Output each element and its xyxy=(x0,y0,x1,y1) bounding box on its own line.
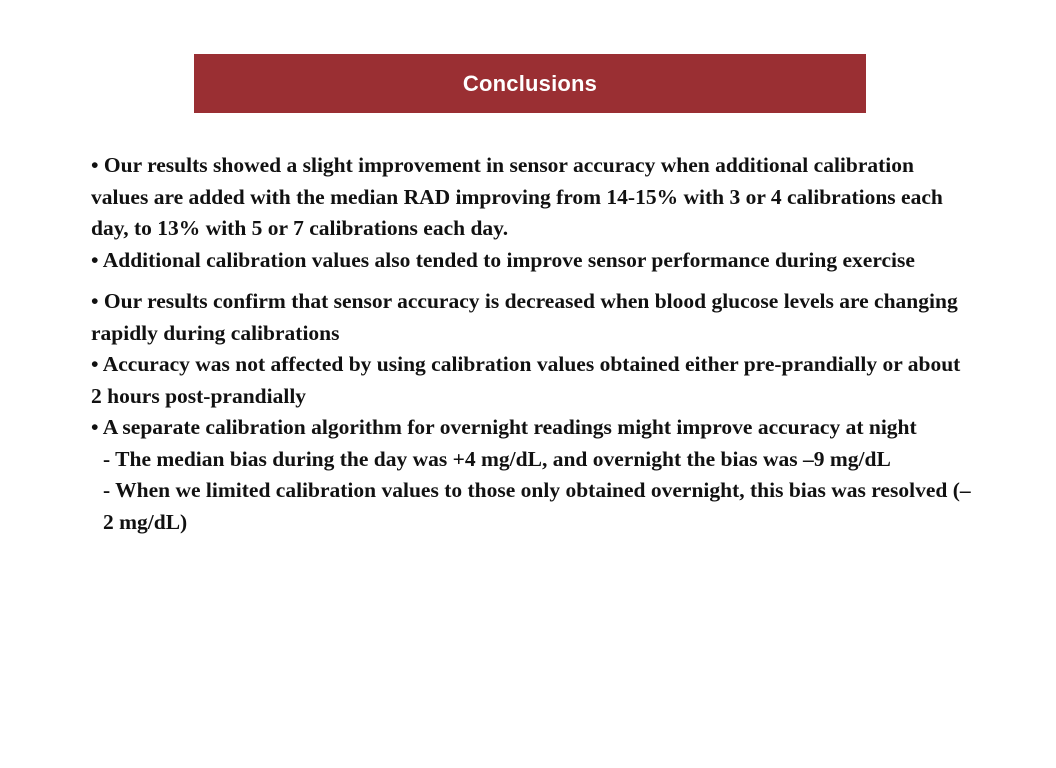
sub-point-overnight-calibration: - When we limited calibration values to those only obtained overnight, this bias was resolved (–2 mg/dL) xyxy=(103,478,971,534)
sub-point-median-bias: - The median bias during the day was +4 mg/dL, and overnight the bias was –9 mg/dL xyxy=(103,446,891,471)
bullet-overnight-algorithm: • A separate calibration algorithm for overnight readings might improve accuracy at night xyxy=(91,415,917,439)
page-title: Conclusions xyxy=(462,70,598,96)
bullet-prandial-timing: • Accuracy was not affected by using calibration values obtained either pre-prandially or about 2 hours post-prandially xyxy=(91,352,961,408)
group-spacer xyxy=(91,276,971,286)
conclusions-header xyxy=(194,54,866,113)
bullet-exercise-performance: • Additional calibration values also tended to improve sensor performance during exercise xyxy=(91,247,915,272)
conclusions-body xyxy=(91,150,971,538)
bullet-calibration-accuracy: • Our results showed a slight improvement in sensor accuracy when additional calibration values are added with the median RAD improving from 14-15% with 3 or 4 calibrations each day, to 13% with 5 or 7 calibrations each day. xyxy=(91,153,943,240)
bullet-glucose-change: • Our results confirm that sensor accuracy is decreased when blood glucose levels are changing rapidly during calibrations xyxy=(91,289,958,345)
